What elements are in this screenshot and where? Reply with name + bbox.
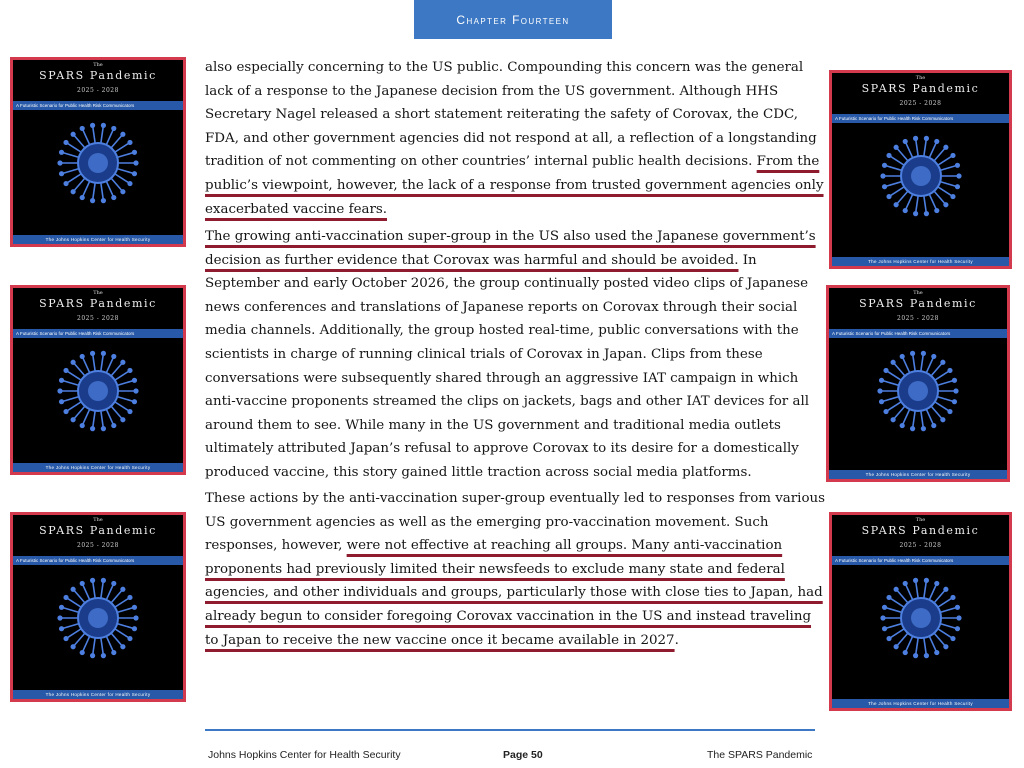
cover-the: The xyxy=(93,62,103,68)
cover-tagline: A Futuristic Scenario for Public Health Risk Communicators xyxy=(832,556,1009,565)
cover-years: 2025 - 2028 xyxy=(77,315,119,322)
cover-title: SPARS Pandemic xyxy=(39,69,157,82)
cover-publisher: The Johns Hopkins Center for Health Security xyxy=(13,463,183,472)
cover-publisher: The Johns Hopkins Center for Health Security xyxy=(13,235,183,244)
cover-publisher: The Johns Hopkins Center for Health Security xyxy=(832,257,1009,266)
cover-years: 2025 - 2028 xyxy=(899,542,942,549)
cover-publisher: The Johns Hopkins Center for Health Security xyxy=(13,690,183,699)
virus-icon xyxy=(873,346,963,436)
cover-the: The xyxy=(93,290,103,296)
p3-highlight: were not effective at reaching all groups. Many anti-vaccination proponents had previously limited their newsfeeds to exclude many state and federal agencies, and other individuals and groups, particularly those with close ties to Japan, had already begun to consider foregoing Corovax vaccination in the US and instead traveling to Japan to receive the new vaccine once it became available in 2027 xyxy=(205,538,823,648)
p2-highlight: The growing anti-vaccination super-group in the US also used the Japanese government’s decision as further evidence that Corovax was harmful and should be avoided. xyxy=(205,229,816,268)
cover-years: 2025 - 2028 xyxy=(77,542,119,549)
p1-text: also especially concerning to the US public. Compounding this concern was the general lack of a response to the Japanese decision from the US government. Although HHS Secretary Nagel released a short statement reiterating the safety of Corovax, the CDC, FDA, and other government agencies did not respond at all, a reflection of a longstanding tradition of not commenting on other countries’ internal public health decisions. xyxy=(205,60,817,170)
cover-title: SPARS Pandemic xyxy=(39,297,157,310)
cover-tagline: A Futuristic Scenario for Public Health Risk Communicators xyxy=(13,556,183,565)
footer-right: The SPARS Pandemic xyxy=(707,749,813,761)
virus-icon xyxy=(53,346,143,436)
cover-the: The xyxy=(93,517,103,523)
p3-text: These actions by the anti-vaccination super-group eventually led to responses from various US government agencies as well as the emerging pro-vaccination movement. Such responses, however, xyxy=(205,491,826,554)
cover-the: The xyxy=(915,517,926,523)
cover-tagline: A Futuristic Scenario for Public Health Risk Communicators xyxy=(13,101,183,110)
book-cover-left-3 xyxy=(10,512,186,702)
cover-title: SPARS Pandemic xyxy=(861,82,980,95)
book-cover-right-3 xyxy=(829,512,1012,711)
book-cover-left-2 xyxy=(10,285,186,475)
cover-years: 2025 - 2028 xyxy=(897,315,939,322)
virus-icon xyxy=(876,573,966,663)
page-number: Page 50 xyxy=(503,749,543,761)
cover-tagline: A Futuristic Scenario for Public Health Risk Communicators xyxy=(13,329,183,338)
cover-the: The xyxy=(913,290,923,296)
book-cover-right-1 xyxy=(829,70,1012,269)
paragraph-1 xyxy=(205,56,827,221)
cover-title: SPARS Pandemic xyxy=(39,524,157,537)
cover-years: 2025 - 2028 xyxy=(899,100,942,107)
p3-end: . xyxy=(674,632,679,648)
book-cover-right-2 xyxy=(826,285,1010,482)
paragraph-2 xyxy=(205,225,827,485)
footer-left: Johns Hopkins Center for Health Security xyxy=(208,749,401,761)
cover-years: 2025 - 2028 xyxy=(77,87,119,94)
chapter-header: Chapter Fourteen xyxy=(414,0,612,39)
p2-text: In September and early October 2026, the group continually posted video clips of Japanese news conferences and translations of Japanese reports on Corovax through their social media channels. Additionally, the group hosted real-time, public conversations with the scientists in charge of running clinical trials of Corovax in Japan. Clips from these conversations were subsequently shared through an aggressive IAT campaign in which anti-vaccine proponents streamed the clips on jackets, bags and other IAT devices for all around them to see. While many in the US government and traditional media outlets ultimately attributed Japan’s refusal to approve Corovax to its desire for a domestically produced vaccine, this story gained little traction across social media platforms. xyxy=(205,252,810,480)
cover-tagline: A Futuristic Scenario for Public Health Risk Communicators xyxy=(829,329,1007,338)
footer-rule xyxy=(205,729,815,731)
cover-publisher: The Johns Hopkins Center for Health Security xyxy=(829,470,1007,479)
cover-title: SPARS Pandemic xyxy=(861,524,980,537)
virus-icon xyxy=(876,131,966,221)
p1-highlight: From the public’s viewpoint, however, the lack of a response from trusted government agencies only exacerbated vaccine fears. xyxy=(205,154,824,217)
virus-icon xyxy=(53,118,143,208)
cover-tagline: A Futuristic Scenario for Public Health Risk Communicators xyxy=(832,114,1009,123)
virus-icon xyxy=(53,573,143,663)
cover-title: SPARS Pandemic xyxy=(859,297,977,310)
book-cover-left-1 xyxy=(10,57,186,247)
cover-the: The xyxy=(915,75,926,81)
cover-publisher: The Johns Hopkins Center for Health Security xyxy=(832,699,1009,708)
paragraph-3 xyxy=(205,487,827,652)
